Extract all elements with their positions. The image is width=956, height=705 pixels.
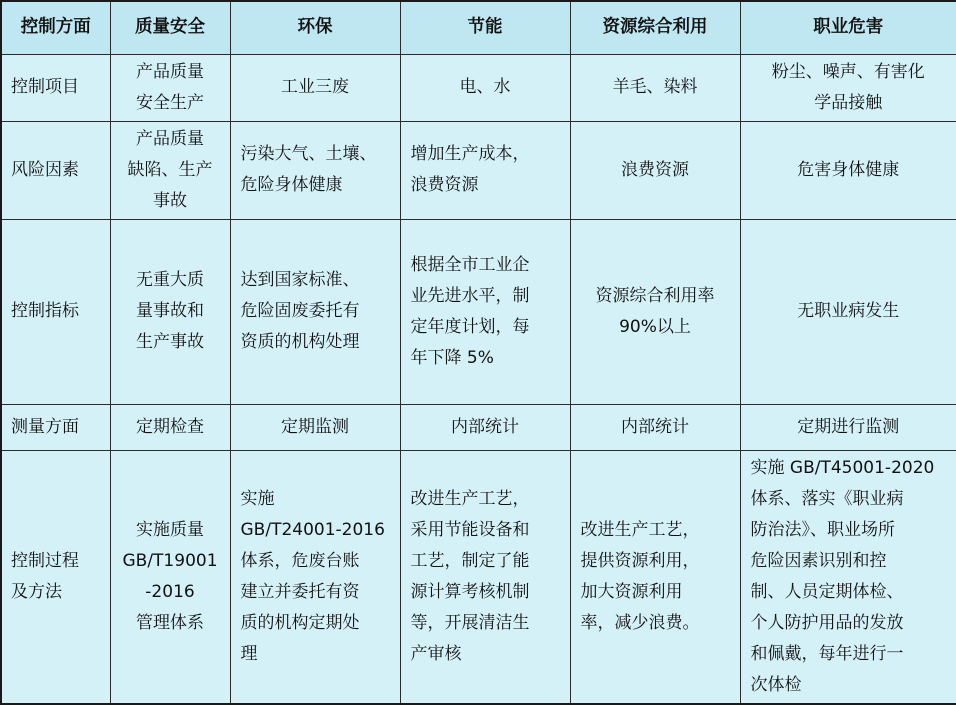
- table-row: [1, 121, 956, 219]
- table-cell: 羊毛、染料: [570, 54, 740, 121]
- header-cell-quality-safety: 质量安全: [110, 1, 230, 54]
- table-cell: 实施 GB/T45001-2020 体系、落实《职业病 防治法》、职业场所 危险因素识别和控 制、人员定期体检、 个人防护用品的发放 和佩戴，每年进行一 次体检: [740, 450, 956, 704]
- table-cell: 工业三废: [230, 54, 400, 121]
- row-label-control-items: 控制项目: [1, 54, 110, 121]
- table-cell: 实施质量 GB/T19001 -2016 管理体系: [110, 450, 230, 704]
- row-label-control-indicators: 控制指标: [1, 219, 110, 404]
- table-cell: 产品质量 缺陷、生产 事故: [110, 121, 230, 219]
- table-cell: 定期进行监测: [740, 404, 956, 450]
- header-cell-resource-use: 资源综合利用: [570, 1, 740, 54]
- row-label-risk-factors: 风险因素: [1, 121, 110, 219]
- table-row: [1, 219, 956, 404]
- table-row: [1, 54, 956, 121]
- table-cell: 电、水: [400, 54, 570, 121]
- header-cell-occupational-hazard: 职业危害: [740, 1, 956, 54]
- table-cell: 改进生产工艺， 采用节能设备和 工艺，制定了能 源计算考核机制 等，开展清洁生 产审核: [400, 450, 570, 704]
- table-cell: 产品质量 安全生产: [110, 54, 230, 121]
- table-cell: 资源综合利用率 90%以上: [570, 219, 740, 404]
- table-header-row: [1, 1, 956, 54]
- table-row: [1, 404, 956, 450]
- header-cell-energy-saving: 节能: [400, 1, 570, 54]
- table-cell: 定期检查: [110, 404, 230, 450]
- table-cell: 浪费资源: [570, 121, 740, 219]
- row-label-control-process: 控制过程 及方法: [1, 450, 110, 704]
- header-cell-environment: 环保: [230, 1, 400, 54]
- table-cell: 危害身体健康: [740, 121, 956, 219]
- row-label-measurement: 测量方面: [1, 404, 110, 450]
- table-cell: 无职业病发生: [740, 219, 956, 404]
- table-cell: 实施 GB/T24001-2016 体系，危废台账 建立并委托有资 质的机构定期处 理: [230, 450, 400, 704]
- table-cell: 增加生产成本， 浪费资源: [400, 121, 570, 219]
- table-cell: 污染大气、土壤、 危险身体健康: [230, 121, 400, 219]
- table-cell: 达到国家标准、 危险固废委托有 资质的机构处理: [230, 219, 400, 404]
- header-cell-aspect: 控制方面: [1, 1, 110, 54]
- table-cell: 定期监测: [230, 404, 400, 450]
- table-cell: 粉尘、噪声、有害化 学品接触: [740, 54, 956, 121]
- table-cell: 改进生产工艺， 提供资源利用， 加大资源利用 率，减少浪费。: [570, 450, 740, 704]
- table-cell: 无重大质 量事故和 生产事故: [110, 219, 230, 404]
- table-row: [1, 450, 956, 704]
- table-cell: 根据全市工业企 业先进水平，制 定年度计划，每 年下降 5%: [400, 219, 570, 404]
- table-cell: 内部统计: [570, 404, 740, 450]
- table-cell: 内部统计: [400, 404, 570, 450]
